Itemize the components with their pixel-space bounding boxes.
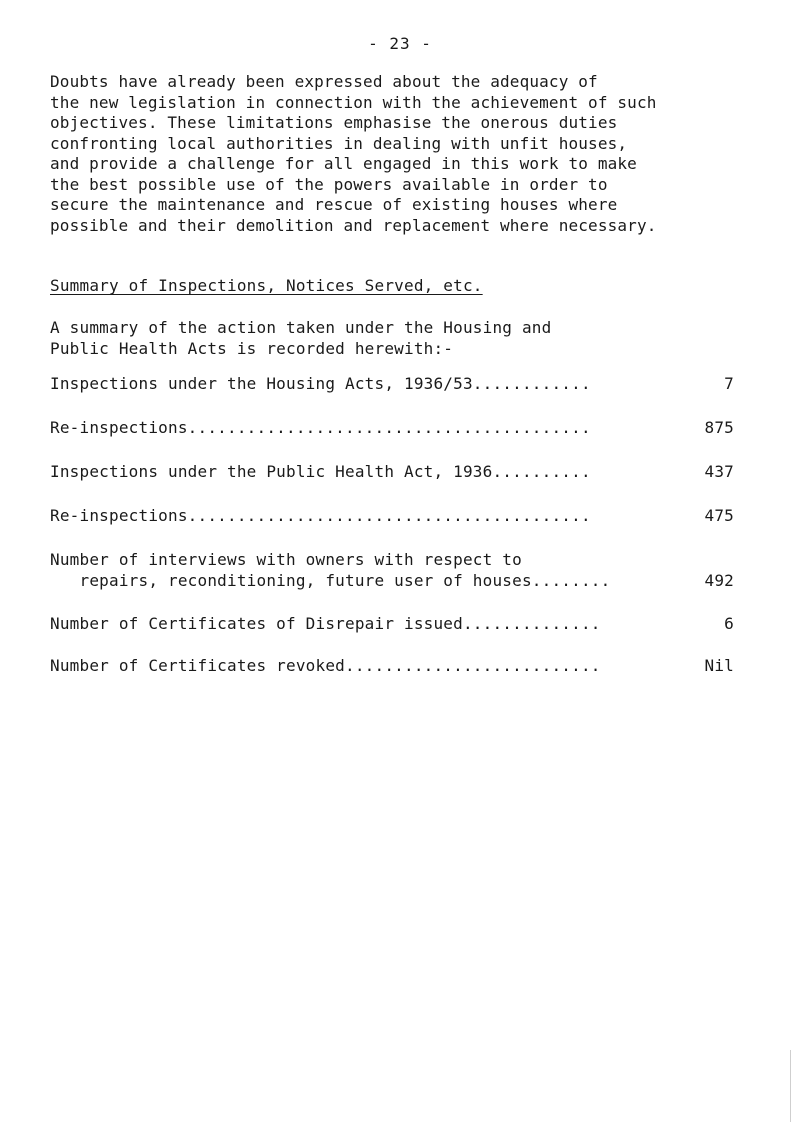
- paragraph-line: the new legislation in connection with the achievement of such: [50, 92, 657, 112]
- summary-value: 475: [704, 506, 734, 525]
- body-paragraph: [50, 72, 770, 236]
- summary-label: Number of Certificates of Disrepair issued..............: [50, 614, 601, 633]
- paragraph-line: and provide a challenge for all engaged in this work to make: [50, 154, 637, 173]
- summary-label: Re-inspections.........................................: [50, 506, 591, 525]
- paragraph-line: the best possible use of the powers available in order to: [50, 174, 608, 194]
- summary-label: Inspections under the Public Health Act, 1936..........: [50, 462, 591, 481]
- intro-line: A summary of the action taken under the Housing and: [50, 318, 552, 337]
- summary-value: 7: [724, 374, 734, 393]
- paragraph-line: objectives. These limitations emphasise the onerous duties: [50, 113, 618, 132]
- intro-paragraph: [50, 318, 551, 359]
- page-edge-mark: [790, 1050, 791, 1122]
- summary-label-continuation: repairs, reconditioning, future user of houses........: [50, 570, 611, 590]
- page-number: - 23 -: [368, 34, 432, 53]
- intro-line: Public Health Acts is recorded herewith:-: [50, 338, 454, 358]
- paragraph-line: Doubts have already been expressed about the adequacy of: [50, 72, 598, 91]
- section-heading: Summary of Inspections, Notices Served, etc.: [50, 276, 483, 295]
- summary-value: 6: [724, 614, 734, 633]
- summary-label: Number of interviews with owners with respect to: [50, 550, 522, 569]
- summary-value: 437: [704, 462, 734, 481]
- paragraph-line: confronting local authorities in dealing with unfit houses,: [50, 133, 628, 153]
- summary-label: Number of Certificates revoked..........................: [50, 656, 601, 675]
- summary-value: 875: [704, 418, 734, 437]
- summary-label: Inspections under the Housing Acts, 1936/53............: [50, 374, 591, 393]
- summary-value: Nil: [704, 656, 734, 675]
- summary-value: 492: [704, 570, 734, 590]
- paragraph-line: secure the maintenance and rescue of existing houses where: [50, 195, 618, 214]
- summary-label: Re-inspections.........................................: [50, 418, 591, 437]
- paragraph-line: possible and their demolition and replacement where necessary.: [50, 215, 657, 235]
